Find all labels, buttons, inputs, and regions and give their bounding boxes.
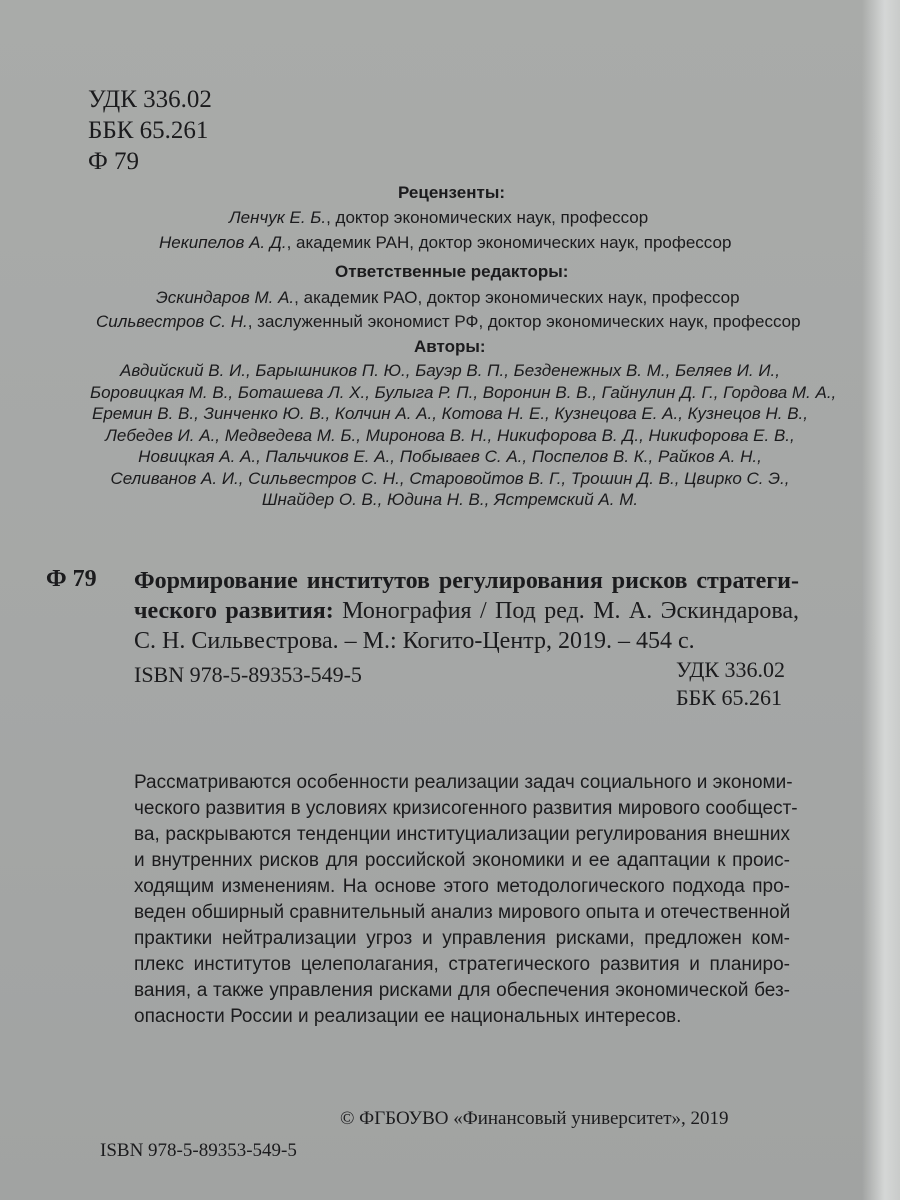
abstract-line: ходящим изменениям. На основе этого методологического подхода про-	[134, 876, 790, 897]
abstract-line: практики нейтрализации угроз и управления рисками, предложен ком-	[134, 928, 790, 949]
authors-line: Новицкая А. А., Пальчиков Е. А., Побываев С. А., Поспелов В. К., Райков А. Н.,	[138, 447, 762, 466]
abstract-line: плекс институтов целеполагания, стратегического развития и планиро-	[134, 954, 790, 975]
abstract-line: и внутренних рисков для российской экономики и ее адаптации к проис-	[134, 850, 790, 871]
abstract-line: опасности России и реализации ее национальных интересов.	[134, 1006, 682, 1027]
editor-desc: , заслуженный экономист РФ, доктор экономических наук, профессор	[247, 312, 801, 331]
reviewer-desc: , академик РАН, доктор экономических наук, профессор	[286, 233, 732, 252]
abstract-line: ва, раскрываются тенденции институциализации регулирования внешних	[134, 824, 790, 845]
authors-line: Лебедев И. А., Медведева М. Б., Миронова В. Н., Никифорова В. Д., Никифорова Е. В.,	[105, 425, 795, 445]
bib-isbn: ISBN 978-5-89353-549-5	[134, 662, 362, 687]
authors-heading: Авторы:	[414, 337, 486, 356]
bib-publication-info: Монография / Под ред. М. А. Эскиндарова,	[333, 598, 799, 624]
editor-line	[156, 288, 740, 308]
copyright: © ФГБОУВО «Финансовый университет», 2019	[340, 1108, 729, 1129]
bib-title-line	[134, 596, 799, 626]
reviewer-name: Некипелов А. Д.	[159, 233, 287, 252]
editor-line	[96, 312, 801, 332]
reviewer-line	[159, 233, 731, 253]
authors-line: Селиванов А. И., Сильвестров С. Н., Старовойтов В. Г., Трошин Д. В., Цвирко С. Э.,	[110, 468, 790, 488]
bib-bbk: ББК 65.261	[676, 685, 782, 710]
abstract-line: веден обширный сравнительный анализ мирового опыта и отечественной	[134, 902, 791, 923]
authors-line: Шнайдер О. В., Юдина Н. В., Ястремский А. М.	[261, 490, 639, 509]
reviewer-name: Ленчук Е. Б.	[229, 208, 327, 227]
bib-title-line: Формирование институтов регулирования рисков стратеги-	[134, 568, 799, 594]
udk-code: УДК 336.02	[88, 86, 212, 113]
reviewer-line	[229, 208, 648, 228]
page-edge	[862, 0, 900, 1200]
bib-author-sign: Ф 79	[46, 566, 97, 592]
reviewer-desc: , доктор экономических наук, профессор	[326, 208, 649, 227]
bib-title-end: ческого развития:	[134, 598, 334, 624]
authors-line: Боровицкая М. В., Боташева Л. Х., Булыга Р. П., Воронин В. В., Гайнулин Д. Г., Гордова М. А.,	[90, 382, 837, 402]
abstract-line: ческого развития в условиях кризисогенного развития мирового сообщест-	[134, 798, 798, 819]
footer-isbn: ISBN 978-5-89353-549-5	[100, 1140, 297, 1161]
bib-udk: УДК 336.02	[676, 657, 786, 682]
authors-line: Еремин В. В., Зинченко Ю. В., Колчин А. А., Котова Н. Е., Кузнецова Е. А., Кузнецов Н. В.,	[92, 404, 808, 423]
reviewers-heading: Рецензенты:	[398, 183, 505, 202]
authors-line: Авдийский В. И., Барышников П. Ю., Бауэр В. П., Безденежных В. М., Беляев И. И.,	[120, 361, 780, 380]
abstract-line: Рассматриваются особенности реализации задач социального и экономи-	[134, 772, 793, 793]
editors-heading: Ответственные редакторы:	[335, 262, 569, 281]
abstract	[134, 770, 798, 1030]
editor-name: Сильвестров С. Н.	[96, 312, 248, 331]
bibliographic-record	[134, 566, 799, 656]
editor-desc: , академик РАО, доктор экономических наук, профессор	[294, 288, 740, 307]
bib-codes	[676, 656, 785, 712]
authors-list	[90, 360, 837, 511]
bbk-code: ББК 65.261	[88, 117, 209, 144]
abstract-line: вания, а также управления рисками для обеспечения экономической без-	[134, 980, 790, 1001]
classification-codes	[88, 84, 212, 177]
bib-imprint: С. Н. Сильвестрова. – М.: Когито-Центр, 2019. – 454 с.	[134, 628, 695, 654]
author-sign: Ф 79	[88, 148, 140, 175]
editor-name: Эскиндаров М. А.	[156, 288, 295, 307]
